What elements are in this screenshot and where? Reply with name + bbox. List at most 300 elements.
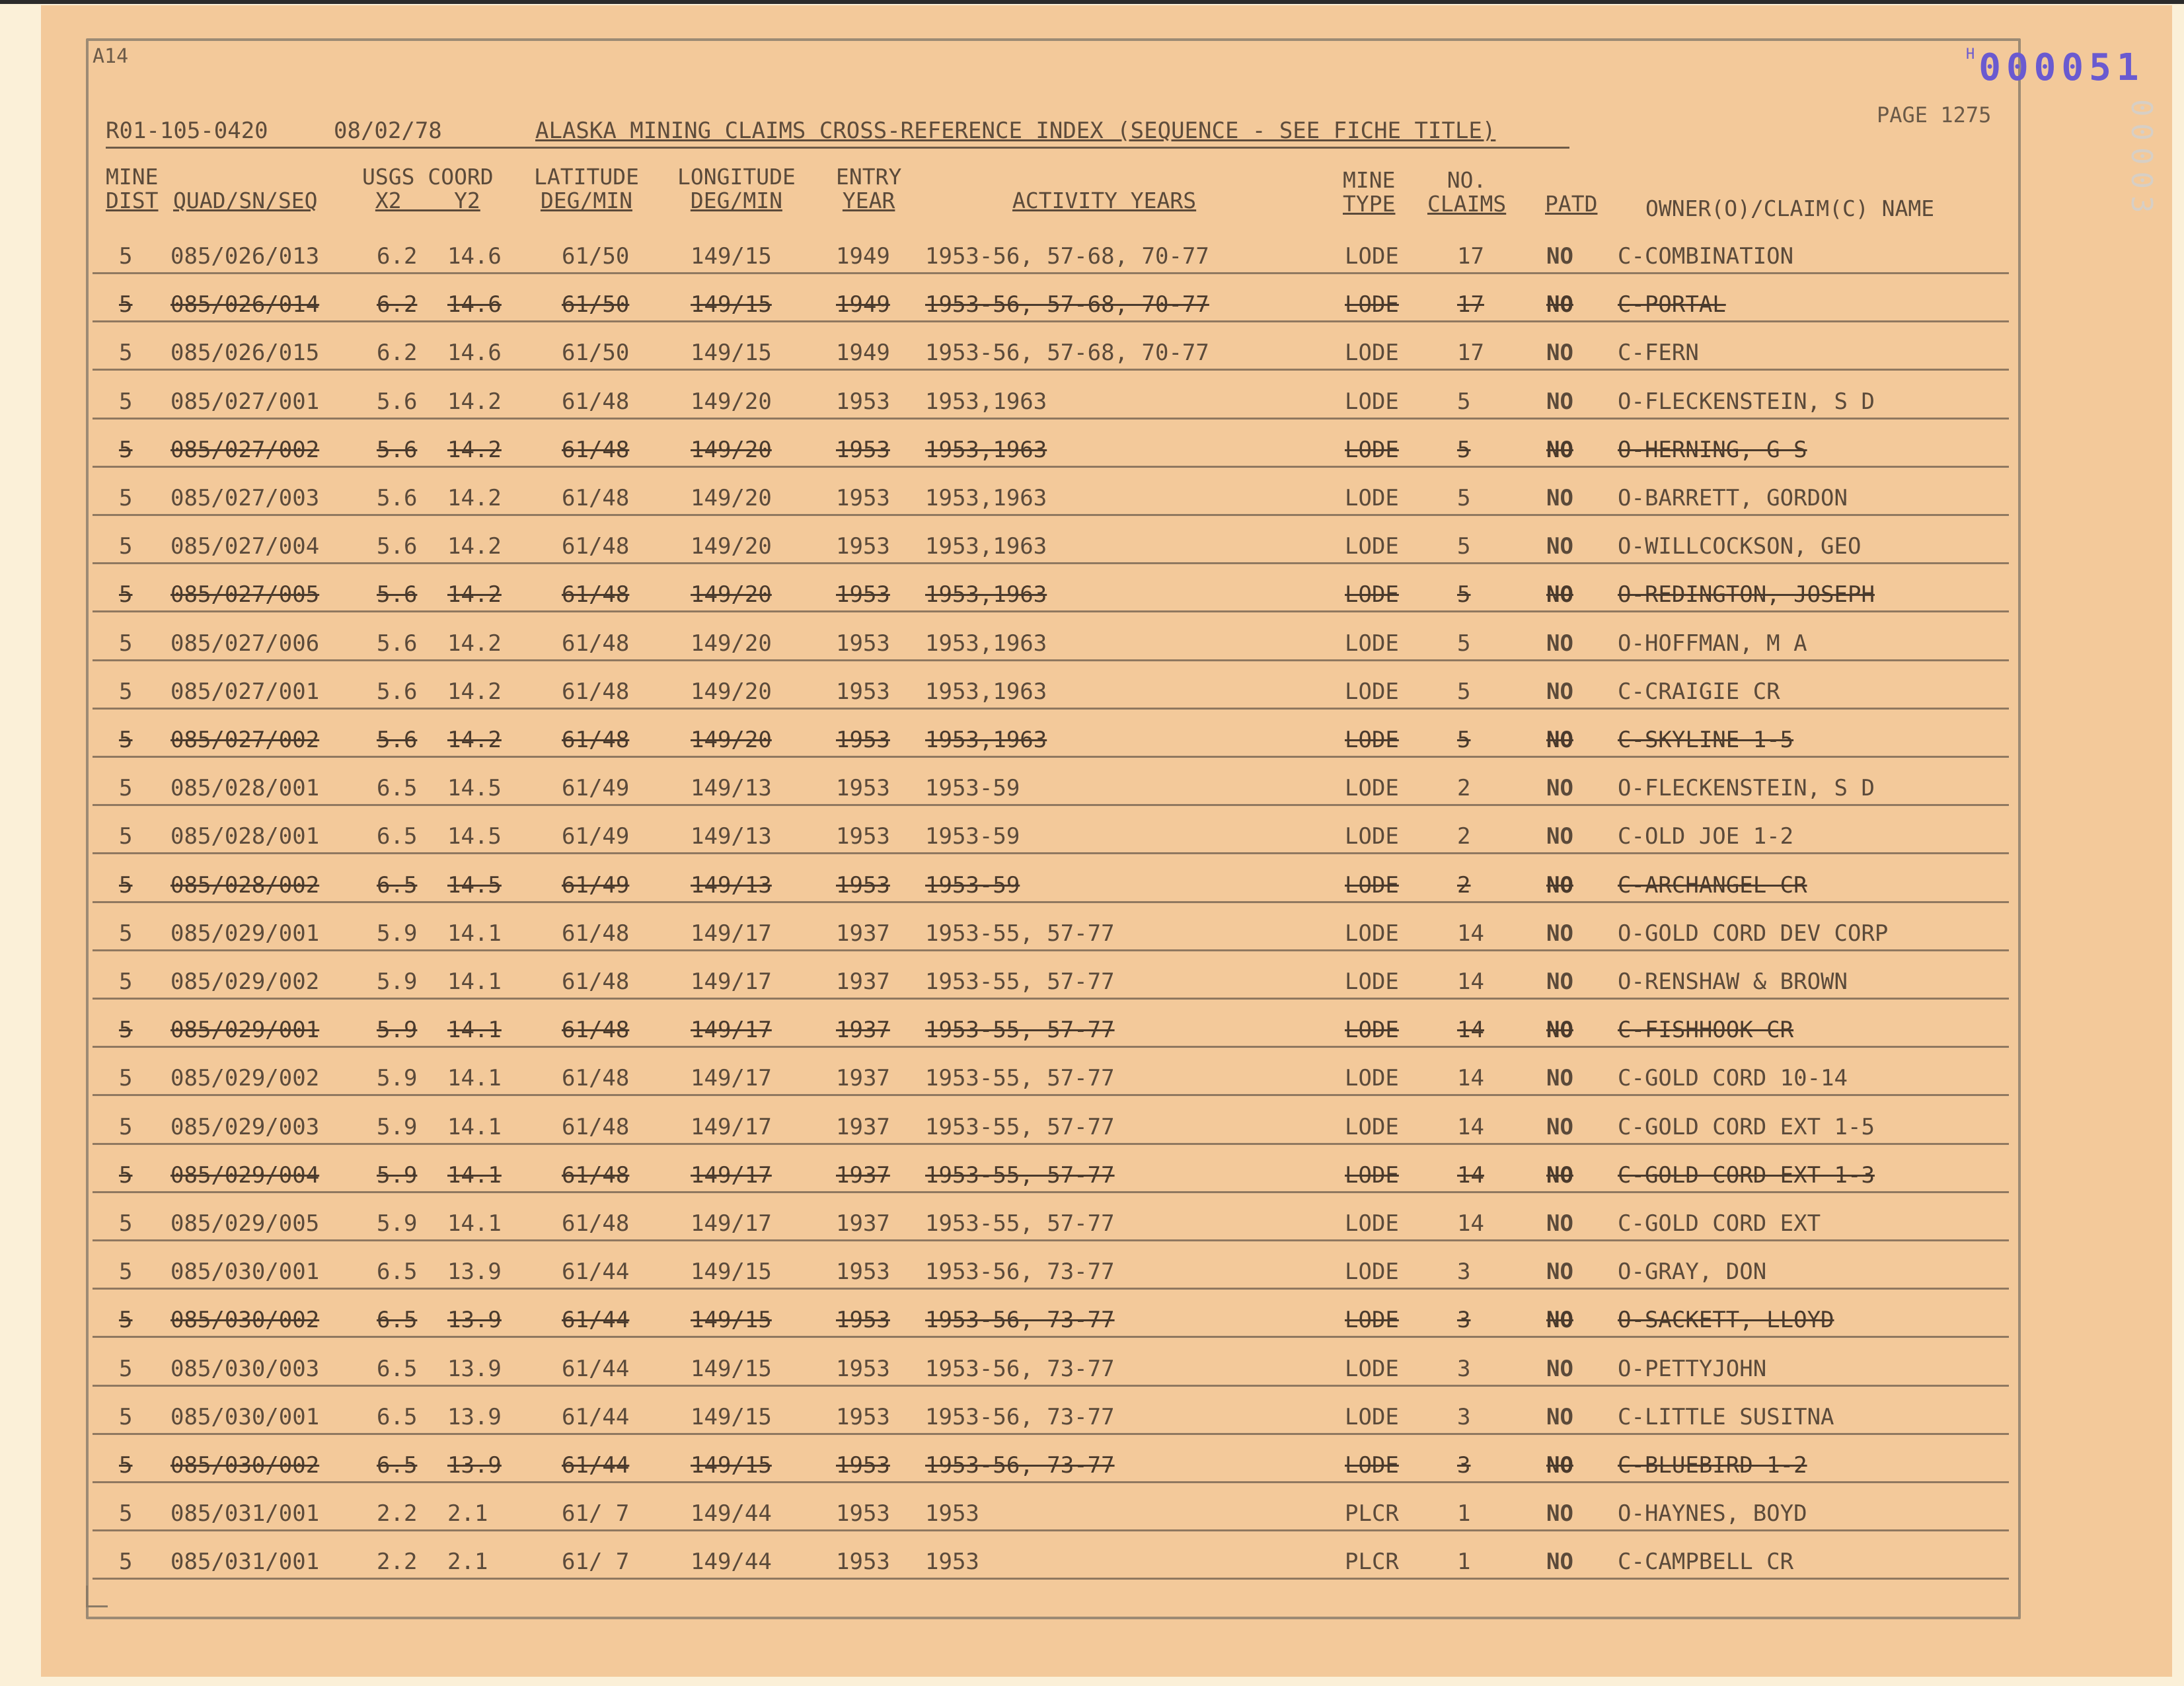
usgs-x2-cell: 5.9	[377, 1210, 418, 1237]
longitude-cell: 149/20	[691, 533, 772, 560]
entry-year-cell: 1953	[836, 1549, 890, 1575]
mine-type-cell: LODE	[1345, 1114, 1399, 1140]
longitude-cell: 149/13	[691, 823, 772, 850]
usgs-x2-cell: 6.5	[377, 1356, 418, 1382]
activity-years-cell: 1953,1963	[925, 437, 1047, 463]
table-row	[0, 811, 2184, 860]
owner-claim-name-cell: C-BLUEBIRD 1-2	[1618, 1452, 1807, 1479]
row-rule	[93, 949, 2009, 951]
activity-years-cell: 1953	[925, 1500, 979, 1527]
row-rule	[93, 1094, 2009, 1096]
table-row	[0, 328, 2184, 376]
patented-cell: NO	[1546, 485, 1573, 511]
claims-count-cell: 5	[1457, 581, 1471, 608]
usgs-x2-cell: 5.6	[377, 485, 418, 511]
usgs-y2-cell: 2.1	[447, 1549, 488, 1575]
mine-district-cell: 5	[119, 485, 133, 511]
activity-years-cell: 1953-59	[925, 823, 1020, 850]
claims-count-cell: 3	[1457, 1404, 1471, 1430]
entry-year-cell: 1953	[836, 581, 890, 608]
row-rule	[93, 1143, 2009, 1145]
latitude-cell: 61/44	[562, 1404, 630, 1430]
table-row	[0, 569, 2184, 618]
quad-sn-seq-cell: 085/031/001	[170, 1549, 320, 1575]
entry-year-cell: 1953	[836, 1259, 890, 1285]
longitude-cell: 149/44	[691, 1549, 772, 1575]
mine-type-cell: LODE	[1345, 485, 1399, 511]
longitude-cell: 149/17	[691, 1017, 772, 1043]
claims-count-cell: 14	[1457, 1210, 1484, 1237]
entry-year-cell: 1937	[836, 969, 890, 995]
claims-count-cell: 5	[1457, 678, 1471, 705]
latitude-cell: 61/48	[562, 1065, 630, 1091]
latitude-cell: 61/48	[562, 1210, 630, 1237]
claims-count-cell: 2	[1457, 775, 1471, 801]
stamp-digits: 000051	[1978, 46, 2144, 89]
mine-district-cell: 5	[119, 775, 133, 801]
usgs-x2-cell: 5.6	[377, 727, 418, 753]
table-row	[0, 377, 2184, 425]
patented-cell: NO	[1546, 533, 1573, 560]
claims-count-cell: 3	[1457, 1307, 1471, 1333]
col-head-quad: QUAD/SN/SEQ	[173, 188, 318, 213]
latitude-cell: 61/48	[562, 678, 630, 705]
latitude-cell: 61/44	[562, 1259, 630, 1285]
usgs-y2-cell: 14.1	[447, 969, 502, 995]
row-rule	[93, 418, 2009, 420]
row-rule	[93, 514, 2009, 516]
usgs-x2-cell: 6.5	[377, 1404, 418, 1430]
claims-count-cell: 5	[1457, 533, 1471, 560]
usgs-x2-cell: 5.9	[377, 920, 418, 947]
usgs-x2-cell: 5.6	[377, 630, 418, 657]
patented-cell: NO	[1546, 1307, 1573, 1333]
mine-district-cell: 5	[119, 291, 133, 318]
row-rule	[93, 369, 2009, 371]
quad-sn-seq-cell: 085/030/002	[170, 1307, 320, 1333]
usgs-y2-cell: 14.6	[447, 340, 502, 366]
usgs-x2-cell: 6.5	[377, 1452, 418, 1479]
table-row	[0, 521, 2184, 569]
usgs-y2-cell: 14.1	[447, 1065, 502, 1091]
latitude-cell: 61/48	[562, 533, 630, 560]
usgs-x2-cell: 6.2	[377, 291, 418, 318]
latitude-cell: 61/48	[562, 485, 630, 511]
owner-claim-name-cell: C-GOLD CORD 10-14	[1618, 1065, 1848, 1091]
scan-top-edge	[0, 0, 2184, 4]
patented-cell: NO	[1546, 1017, 1573, 1043]
latitude-cell: 61/44	[562, 1356, 630, 1382]
activity-years-cell: 1953-55, 57-77	[925, 1210, 1115, 1237]
owner-claim-name-cell: O-RENSHAW & BROWN	[1618, 969, 1848, 995]
mine-district-cell: 5	[119, 1549, 133, 1575]
row-rule	[93, 1288, 2009, 1290]
entry-year-cell: 1953	[836, 1356, 890, 1382]
claims-count-cell: 1	[1457, 1549, 1471, 1575]
mine-type-cell: LODE	[1345, 872, 1399, 898]
usgs-y2-cell: 14.6	[447, 243, 502, 270]
page-number: PAGE 1275	[1877, 102, 1992, 128]
quad-sn-seq-cell: 085/026/013	[170, 243, 320, 270]
table-row	[0, 908, 2184, 957]
mine-district-cell: 5	[119, 1307, 133, 1333]
quad-sn-seq-cell: 085/027/002	[170, 437, 320, 463]
mine-type-cell: PLCR	[1345, 1549, 1399, 1575]
mine-district-cell: 5	[119, 533, 133, 560]
activity-years-cell: 1953,1963	[925, 581, 1047, 608]
mine-type-cell: LODE	[1345, 291, 1399, 318]
claims-count-cell: 5	[1457, 630, 1471, 657]
usgs-y2-cell: 14.1	[447, 1210, 502, 1237]
row-rule	[93, 1433, 2009, 1435]
row-rule	[93, 1336, 2009, 1338]
quad-sn-seq-cell: 085/029/001	[170, 1017, 320, 1043]
owner-claim-name-cell: C-LITTLE SUSITNA	[1618, 1404, 1834, 1430]
table-row	[0, 715, 2184, 763]
table-row	[0, 1392, 2184, 1440]
patented-cell: NO	[1546, 243, 1573, 270]
row-rule	[93, 610, 2009, 612]
claims-count-cell: 17	[1457, 340, 1484, 366]
entry-year-cell: 1949	[836, 291, 890, 318]
usgs-y2-cell: 13.9	[447, 1404, 502, 1430]
usgs-y2-cell: 14.2	[447, 630, 502, 657]
usgs-x2-cell: 5.6	[377, 581, 418, 608]
usgs-x2-cell: 5.9	[377, 1017, 418, 1043]
owner-claim-name-cell: O-GRAY, DON	[1618, 1259, 1767, 1285]
entry-year-cell: 1937	[836, 920, 890, 947]
activity-years-cell: 1953-56, 73-77	[925, 1404, 1115, 1430]
usgs-y2-cell: 13.9	[447, 1259, 502, 1285]
patented-cell: NO	[1546, 969, 1573, 995]
longitude-cell: 149/13	[691, 775, 772, 801]
latitude-cell: 61/44	[562, 1452, 630, 1479]
quad-sn-seq-cell: 085/030/003	[170, 1356, 320, 1382]
latitude-cell: 61/49	[562, 872, 630, 898]
entry-year-cell: 1937	[836, 1162, 890, 1189]
longitude-cell: 149/17	[691, 1162, 772, 1189]
usgs-x2-cell: 6.5	[377, 1259, 418, 1285]
mine-district-cell: 5	[119, 1500, 133, 1527]
owner-claim-name-cell: O-SACKETT, LLOYD	[1618, 1307, 1834, 1333]
quad-sn-seq-cell: 085/029/002	[170, 1065, 320, 1091]
patented-cell: NO	[1546, 1404, 1573, 1430]
latitude-cell: 61/48	[562, 1017, 630, 1043]
mine-district-cell: 5	[119, 727, 133, 753]
mine-district-cell: 5	[119, 1065, 133, 1091]
quad-sn-seq-cell: 085/027/004	[170, 533, 320, 560]
claims-count-cell: 5	[1457, 727, 1471, 753]
mine-district-cell: 5	[119, 340, 133, 366]
latitude-cell: 61/49	[562, 823, 630, 850]
longitude-cell: 149/20	[691, 388, 772, 415]
mine-type-cell: LODE	[1345, 1259, 1399, 1285]
entry-year-cell: 1937	[836, 1114, 890, 1140]
frame-label: A14	[93, 45, 129, 68]
mine-type-cell: LODE	[1345, 1404, 1399, 1430]
mine-type-cell: LODE	[1345, 1162, 1399, 1189]
table-row	[0, 425, 2184, 473]
mine-type-cell: LODE	[1345, 1452, 1399, 1479]
latitude-cell: 61/48	[562, 437, 630, 463]
mine-district-cell: 5	[119, 823, 133, 850]
row-rule	[93, 708, 2009, 710]
usgs-x2-cell: 5.9	[377, 1162, 418, 1189]
row-rule	[93, 562, 2009, 564]
table-row	[0, 1053, 2184, 1101]
usgs-y2-cell: 14.5	[447, 872, 502, 898]
claims-count-cell: 1	[1457, 1500, 1471, 1527]
entry-year-cell: 1937	[836, 1210, 890, 1237]
quad-sn-seq-cell: 085/026/015	[170, 340, 320, 366]
col-head-latitude: LATITUDE DEG/MIN	[534, 164, 639, 213]
quad-sn-seq-cell: 085/030/001	[170, 1404, 320, 1430]
owner-claim-name-cell: C-FISHHOOK CR	[1618, 1017, 1794, 1043]
usgs-x2-cell: 6.5	[377, 823, 418, 850]
latitude-cell: 61/48	[562, 727, 630, 753]
claims-count-cell: 14	[1457, 1114, 1484, 1140]
row-rule	[93, 852, 2009, 854]
usgs-x2-cell: 2.2	[377, 1549, 418, 1575]
entry-year-cell: 1949	[836, 243, 890, 270]
longitude-cell: 149/20	[691, 727, 772, 753]
table-row	[0, 473, 2184, 521]
activity-years-cell: 1953-56, 57-68, 70-77	[925, 291, 1209, 318]
latitude-cell: 61/50	[562, 243, 630, 270]
patented-cell: NO	[1546, 1549, 1573, 1575]
stamp-prefix: H	[1966, 46, 1975, 63]
patented-cell: NO	[1546, 727, 1573, 753]
row-rule	[93, 1481, 2009, 1483]
quad-sn-seq-cell: 085/027/001	[170, 678, 320, 705]
owner-claim-name-cell: O-REDINGTON, JOSEPH	[1618, 581, 1875, 608]
mine-type-cell: LODE	[1345, 1017, 1399, 1043]
latitude-cell: 61/48	[562, 920, 630, 947]
owner-claim-name-cell: C-GOLD CORD EXT 1-3	[1618, 1162, 1875, 1189]
row-rule	[93, 1239, 2009, 1241]
latitude-cell: 61/48	[562, 1114, 630, 1140]
claims-count-cell: 14	[1457, 1017, 1484, 1043]
col-head-claims: NO. CLAIMS	[1427, 167, 1507, 217]
owner-claim-name-cell: C-GOLD CORD EXT 1-5	[1618, 1114, 1875, 1140]
mine-type-cell: LODE	[1345, 678, 1399, 705]
patented-cell: NO	[1546, 291, 1573, 318]
patented-cell: NO	[1546, 340, 1573, 366]
mine-type-cell: LODE	[1345, 1210, 1399, 1237]
quad-sn-seq-cell: 085/031/001	[170, 1500, 320, 1527]
usgs-y2-cell: 13.9	[447, 1307, 502, 1333]
mine-district-cell: 5	[119, 1114, 133, 1140]
quad-sn-seq-cell: 085/029/002	[170, 969, 320, 995]
longitude-cell: 149/20	[691, 581, 772, 608]
mine-type-cell: LODE	[1345, 581, 1399, 608]
longitude-cell: 149/13	[691, 872, 772, 898]
longitude-cell: 149/44	[691, 1500, 772, 1527]
usgs-y2-cell: 14.2	[447, 727, 502, 753]
latitude-cell: 61/48	[562, 630, 630, 657]
owner-claim-name-cell: C-COMBINATION	[1618, 243, 1794, 270]
quad-sn-seq-cell: 085/029/004	[170, 1162, 320, 1189]
usgs-x2-cell: 5.9	[377, 969, 418, 995]
quad-sn-seq-cell: 085/029/005	[170, 1210, 320, 1237]
activity-years-cell: 1953-55, 57-77	[925, 1065, 1115, 1091]
owner-claim-name-cell: C-CRAIGIE CR	[1618, 678, 1780, 705]
longitude-cell: 149/15	[691, 243, 772, 270]
mine-district-cell: 5	[119, 969, 133, 995]
patented-cell: NO	[1546, 1259, 1573, 1285]
usgs-x2-cell: 5.6	[377, 437, 418, 463]
usgs-x2-cell: 5.6	[377, 678, 418, 705]
row-rule	[93, 804, 2009, 806]
table-row	[0, 279, 2184, 328]
margin-imprint: 00003	[2125, 99, 2158, 220]
latitude-cell: 61/44	[562, 1307, 630, 1333]
usgs-y2-cell: 14.1	[447, 1017, 502, 1043]
patented-cell: NO	[1546, 630, 1573, 657]
quad-sn-seq-cell: 085/028/002	[170, 872, 320, 898]
entry-year-cell: 1953	[836, 678, 890, 705]
mine-type-cell: LODE	[1345, 727, 1399, 753]
owner-claim-name-cell: C-GOLD CORD EXT	[1618, 1210, 1821, 1237]
table-row	[0, 860, 2184, 908]
owner-claim-name-cell: C-OLD JOE 1-2	[1618, 823, 1794, 850]
longitude-cell: 149/15	[691, 1356, 772, 1382]
activity-years-cell: 1953-56, 73-77	[925, 1356, 1115, 1382]
entry-year-cell: 1953	[836, 823, 890, 850]
quad-sn-seq-cell: 085/027/002	[170, 727, 320, 753]
owner-claim-name-cell: C-SKYLINE 1-5	[1618, 727, 1794, 753]
table-row	[0, 1150, 2184, 1198]
usgs-y2-cell: 14.2	[447, 678, 502, 705]
row-rule	[93, 466, 2009, 468]
patented-cell: NO	[1546, 388, 1573, 415]
col-head-dist: MINE DIST	[106, 164, 159, 213]
entry-year-cell: 1949	[836, 340, 890, 366]
entry-year-cell: 1937	[836, 1017, 890, 1043]
mine-district-cell: 5	[119, 1259, 133, 1285]
claims-count-cell: 3	[1457, 1259, 1471, 1285]
stamp-number	[1966, 46, 2144, 89]
entry-year-cell: 1953	[836, 1500, 890, 1527]
quad-sn-seq-cell: 085/027/001	[170, 388, 320, 415]
patented-cell: NO	[1546, 1452, 1573, 1479]
quad-sn-seq-cell: 085/026/014	[170, 291, 320, 318]
latitude-cell: 61/48	[562, 388, 630, 415]
mine-district-cell: 5	[119, 243, 133, 270]
table-row	[0, 763, 2184, 811]
row-rule	[93, 901, 2009, 903]
activity-years-cell: 1953,1963	[925, 678, 1047, 705]
claims-count-cell: 14	[1457, 1065, 1484, 1091]
usgs-y2-cell: 14.1	[447, 1114, 502, 1140]
activity-years-cell: 1953-56, 73-77	[925, 1452, 1115, 1479]
mine-district-cell: 5	[119, 1404, 133, 1430]
mine-type-cell: LODE	[1345, 630, 1399, 657]
row-rule	[93, 1529, 2009, 1531]
entry-year-cell: 1953	[836, 533, 890, 560]
usgs-x2-cell: 2.2	[377, 1500, 418, 1527]
table-row	[0, 1198, 2184, 1247]
patented-cell: NO	[1546, 581, 1573, 608]
activity-years-cell: 1953-56, 57-68, 70-77	[925, 340, 1209, 366]
activity-years-cell: 1953	[925, 1549, 979, 1575]
owner-claim-name-cell: O-HAYNES, BOYD	[1618, 1500, 1807, 1527]
usgs-x2-cell: 6.5	[377, 775, 418, 801]
claims-count-cell: 5	[1457, 485, 1471, 511]
mine-district-cell: 5	[119, 678, 133, 705]
activity-years-cell: 1953,1963	[925, 630, 1047, 657]
longitude-cell: 149/20	[691, 630, 772, 657]
row-rule	[93, 756, 2009, 758]
claims-count-cell: 5	[1457, 388, 1471, 415]
mine-district-cell: 5	[119, 872, 133, 898]
mine-type-cell: LODE	[1345, 969, 1399, 995]
mine-type-cell: PLCR	[1345, 1500, 1399, 1527]
quad-sn-seq-cell: 085/029/001	[170, 920, 320, 947]
usgs-y2-cell: 14.5	[447, 823, 502, 850]
usgs-y2-cell: 14.1	[447, 1162, 502, 1189]
usgs-y2-cell: 14.2	[447, 581, 502, 608]
usgs-y2-cell: 14.5	[447, 775, 502, 801]
usgs-x2-cell: 5.6	[377, 388, 418, 415]
usgs-y2-cell: 13.9	[447, 1452, 502, 1479]
quad-sn-seq-cell: 085/027/006	[170, 630, 320, 657]
mine-district-cell: 5	[119, 920, 133, 947]
usgs-x2-cell: 6.2	[377, 243, 418, 270]
table-row	[0, 1102, 2184, 1150]
owner-claim-name-cell: O-WILLCOCKSON, GEO	[1618, 533, 1862, 560]
usgs-y2-cell: 2.1	[447, 1500, 488, 1527]
longitude-cell: 149/15	[691, 1452, 772, 1479]
patented-cell: NO	[1546, 1356, 1573, 1382]
owner-claim-name-cell: O-FLECKENSTEIN, S D	[1618, 388, 1875, 415]
claims-count-cell: 14	[1457, 969, 1484, 995]
mine-district-cell: 5	[119, 1017, 133, 1043]
mine-type-cell: LODE	[1345, 823, 1399, 850]
activity-years-cell: 1953-55, 57-77	[925, 1114, 1115, 1140]
mine-type-cell: LODE	[1345, 775, 1399, 801]
quad-sn-seq-cell: 085/030/001	[170, 1259, 320, 1285]
owner-claim-name-cell: C-PORTAL	[1618, 291, 1726, 318]
entry-year-cell: 1953	[836, 388, 890, 415]
activity-years-cell: 1953-55, 57-77	[925, 1162, 1115, 1189]
mine-district-cell: 5	[119, 437, 133, 463]
longitude-cell: 149/15	[691, 340, 772, 366]
mine-type-cell: LODE	[1345, 388, 1399, 415]
latitude-cell: 61/48	[562, 581, 630, 608]
usgs-y2-cell: 14.2	[447, 533, 502, 560]
claims-count-cell: 2	[1457, 872, 1471, 898]
col-head-mine-type: MINE TYPE	[1343, 167, 1396, 217]
patented-cell: NO	[1546, 775, 1573, 801]
table-row	[0, 1537, 2184, 1585]
longitude-cell: 149/17	[691, 920, 772, 947]
mine-type-cell: LODE	[1345, 1356, 1399, 1382]
table-row	[0, 667, 2184, 715]
mine-type-cell: LODE	[1345, 1065, 1399, 1091]
mine-district-cell: 5	[119, 388, 133, 415]
longitude-cell: 149/20	[691, 678, 772, 705]
activity-years-cell: 1953-59	[925, 775, 1020, 801]
usgs-y2-cell: 14.2	[447, 437, 502, 463]
mine-type-cell: LODE	[1345, 243, 1399, 270]
frame-corner-mark	[86, 1586, 108, 1607]
usgs-x2-cell: 6.5	[377, 1307, 418, 1333]
activity-years-cell: 1953-55, 57-77	[925, 1017, 1115, 1043]
entry-year-cell: 1953	[836, 872, 890, 898]
usgs-x2-cell: 6.5	[377, 872, 418, 898]
patented-cell: NO	[1546, 678, 1573, 705]
